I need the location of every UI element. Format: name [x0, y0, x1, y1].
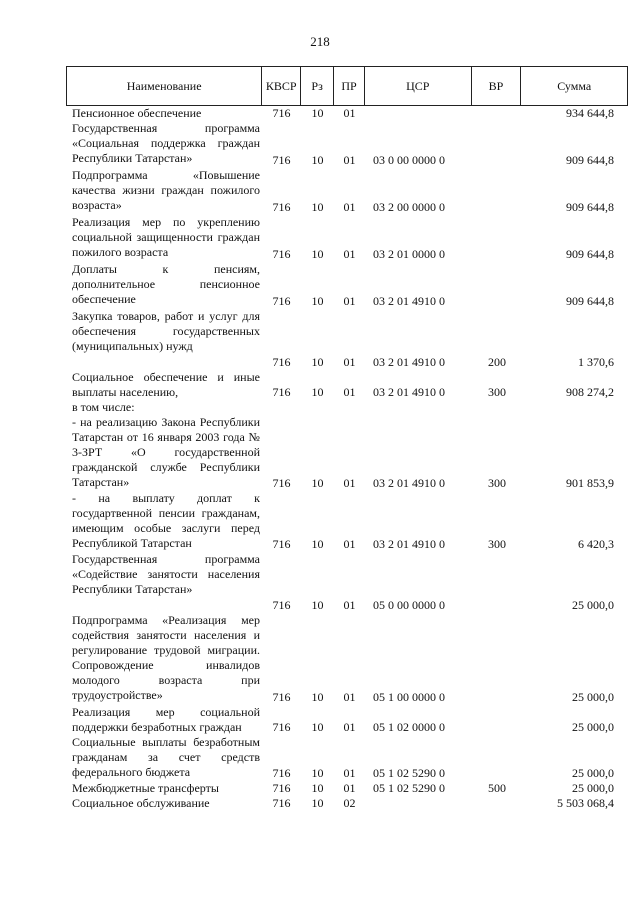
row-csr: 03 2 01 4910 0 [373, 385, 445, 399]
row-rz: 10 [311, 385, 324, 399]
row-sum: 909 644,8 [566, 247, 614, 261]
table-row [66, 613, 628, 705]
row-vr: 500 [488, 781, 506, 795]
header-kvsr: КВСР [262, 67, 301, 105]
header-pr: ПР [334, 67, 365, 105]
row-kvsr: 716 [272, 766, 291, 780]
row-csr: 03 2 00 0000 0 [373, 200, 445, 214]
row-csr: 05 1 02 5290 0 [373, 766, 445, 780]
row-pr: 01 [343, 200, 356, 214]
row-rz: 10 [311, 200, 324, 214]
row-vr [472, 400, 522, 415]
row-pr: 01 [343, 385, 356, 399]
row-sum: 909 644,8 [566, 153, 614, 167]
row-name: Подпрограмма «Реализация мер содействия занятости населения и регулирование трудовой миграции. Сопровождение инвалидов молодого возраста при трудоустройстве» [72, 613, 260, 702]
row-csr: 05 1 02 0000 0 [373, 720, 445, 734]
row-pr: 01 [343, 766, 356, 780]
table-row [66, 735, 628, 781]
row-vr [472, 613, 522, 705]
table-row [66, 262, 628, 309]
row-rz: 10 [311, 766, 324, 780]
row-name: - на выплату доплат к государтвенной пенсии гражданам, имеющим особые заслуги перед Республикой Татарстан [72, 491, 260, 550]
row-kvsr: 716 [272, 796, 291, 810]
row-name: Социальное обслуживание [72, 796, 210, 810]
row-name: Социальное обеспечение и иные выплаты населению, [72, 370, 260, 399]
row-name: Государственная программа «Социальная поддержка граждан Республики Татарстан» [72, 121, 260, 165]
row-name: Социальные выплаты безработным гражданам за счет средств федерального бюджета [72, 735, 260, 779]
table-row [66, 215, 628, 262]
row-vr [472, 552, 522, 613]
row-pr [334, 400, 365, 415]
row-rz [301, 400, 334, 415]
row-kvsr: 716 [272, 537, 291, 551]
row-sum: 25 000,0 [572, 766, 614, 780]
row-kvsr: 716 [272, 106, 291, 120]
row-sum: 25 000,0 [572, 690, 614, 704]
row-kvsr: 716 [272, 294, 291, 308]
row-csr [365, 400, 472, 415]
row-pr: 01 [343, 476, 356, 490]
row-rz: 10 [311, 720, 324, 734]
row-rz: 10 [311, 476, 324, 490]
row-csr: 03 2 01 4910 0 [373, 537, 445, 551]
row-rz: 10 [311, 796, 324, 810]
table-header [66, 66, 628, 106]
table-row [66, 415, 628, 491]
row-name: - на реализацию Закона Республики Татарстан от 16 января 2003 года № 3-ЗРТ «О государственной гражданской службе Республики Татарстан» [72, 415, 260, 489]
row-sum [522, 400, 628, 415]
table-row [66, 309, 628, 370]
row-csr: 05 1 00 0000 0 [373, 690, 445, 704]
row-csr: 03 2 01 0000 0 [373, 247, 445, 261]
row-rz: 10 [311, 690, 324, 704]
table-row [66, 370, 628, 400]
row-name: Реализация мер социальной поддержки безработных граждан [72, 705, 260, 734]
table-row [66, 106, 628, 121]
row-sum: 909 644,8 [566, 294, 614, 308]
row-pr: 01 [343, 720, 356, 734]
table-row [66, 796, 628, 811]
table-row [66, 168, 628, 215]
table-row [66, 781, 628, 796]
row-pr: 01 [343, 781, 356, 795]
row-sum: 25 000,0 [572, 781, 614, 795]
row-pr: 02 [343, 796, 356, 810]
row-name: Доплаты к пенсиям, дополнительное пенсионное обеспечение [72, 262, 260, 306]
table-body [66, 106, 628, 811]
row-name: Подпрограмма «Повышение качества жизни граждан пожилого возраста» [72, 168, 260, 212]
row-sum: 908 274,2 [566, 385, 614, 399]
header-csr: ЦСР [365, 67, 472, 105]
row-pr: 01 [343, 355, 356, 369]
row-csr: 03 2 01 4910 0 [373, 355, 445, 369]
row-kvsr: 716 [272, 781, 291, 795]
row-name: Межбюджетные трансферты [72, 781, 219, 795]
table-row [66, 491, 628, 552]
row-sum: 901 853,9 [566, 476, 614, 490]
row-rz: 10 [311, 781, 324, 795]
row-vr [472, 262, 522, 309]
row-kvsr: 716 [272, 385, 291, 399]
row-vr [472, 106, 522, 121]
row-rz: 10 [311, 537, 324, 551]
row-kvsr: 716 [272, 355, 291, 369]
row-csr [365, 796, 472, 811]
header-sum: Сумма [557, 78, 592, 93]
row-rz: 10 [311, 247, 324, 261]
table-row [66, 705, 628, 735]
row-kvsr: 716 [272, 476, 291, 490]
row-rz: 10 [311, 106, 324, 120]
row-csr: 05 0 00 0000 0 [373, 598, 445, 612]
row-vr: 200 [488, 355, 506, 369]
row-vr [472, 168, 522, 215]
row-sum: 909 644,8 [566, 200, 614, 214]
table-row [66, 552, 628, 613]
row-name: в том числе: [72, 400, 135, 414]
row-vr [472, 121, 522, 168]
row-pr: 01 [343, 106, 356, 120]
row-vr [472, 796, 522, 811]
row-csr: 03 2 01 4910 0 [373, 294, 445, 308]
row-csr [365, 106, 472, 121]
header-rz: Рз [301, 67, 334, 105]
row-sum: 5 503 068,4 [557, 796, 614, 810]
row-csr: 05 1 02 5290 0 [373, 781, 445, 795]
row-rz: 10 [311, 355, 324, 369]
row-name: Государственная программа «Содействие занятости населения Республики Татарстан» [72, 552, 260, 596]
row-vr [472, 215, 522, 262]
row-pr: 01 [343, 153, 356, 167]
row-sum: 6 420,3 [578, 537, 614, 551]
row-pr: 01 [343, 598, 356, 612]
header-name: Наименование [67, 67, 262, 105]
row-name: Реализация мер по укреплению социальной защищенности граждан пожилого возраста [72, 215, 260, 259]
row-kvsr: 716 [272, 200, 291, 214]
row-rz: 10 [311, 153, 324, 167]
row-kvsr: 716 [272, 247, 291, 261]
header-vr: ВР [472, 67, 522, 105]
row-pr: 01 [343, 690, 356, 704]
row-kvsr: 716 [272, 598, 291, 612]
row-sum: 1 370,6 [578, 355, 614, 369]
row-csr: 03 0 00 0000 0 [373, 153, 445, 167]
row-name: Пенсионное обеспечение [72, 106, 202, 120]
row-vr: 300 [488, 476, 506, 490]
row-vr [472, 705, 522, 735]
table-row [66, 400, 628, 415]
row-rz: 10 [311, 294, 324, 308]
row-kvsr: 716 [272, 153, 291, 167]
row-sum: 934 644,8 [566, 106, 614, 120]
row-sum: 25 000,0 [572, 598, 614, 612]
row-vr [472, 735, 522, 781]
row-pr: 01 [343, 537, 356, 551]
row-kvsr: 716 [272, 720, 291, 734]
page-number: 218 [310, 34, 330, 49]
row-pr: 01 [343, 247, 356, 261]
row-kvsr: 716 [272, 690, 291, 704]
table-row [66, 121, 628, 168]
row-csr: 03 2 01 4910 0 [373, 476, 445, 490]
row-rz: 10 [311, 598, 324, 612]
row-kvsr [262, 400, 301, 415]
row-name: Закупка товаров, работ и услуг для обеспечения государственных (муниципальных) нужд [72, 309, 260, 353]
row-pr: 01 [343, 294, 356, 308]
row-vr: 300 [488, 385, 506, 399]
row-vr: 300 [488, 537, 506, 551]
row-sum: 25 000,0 [572, 720, 614, 734]
